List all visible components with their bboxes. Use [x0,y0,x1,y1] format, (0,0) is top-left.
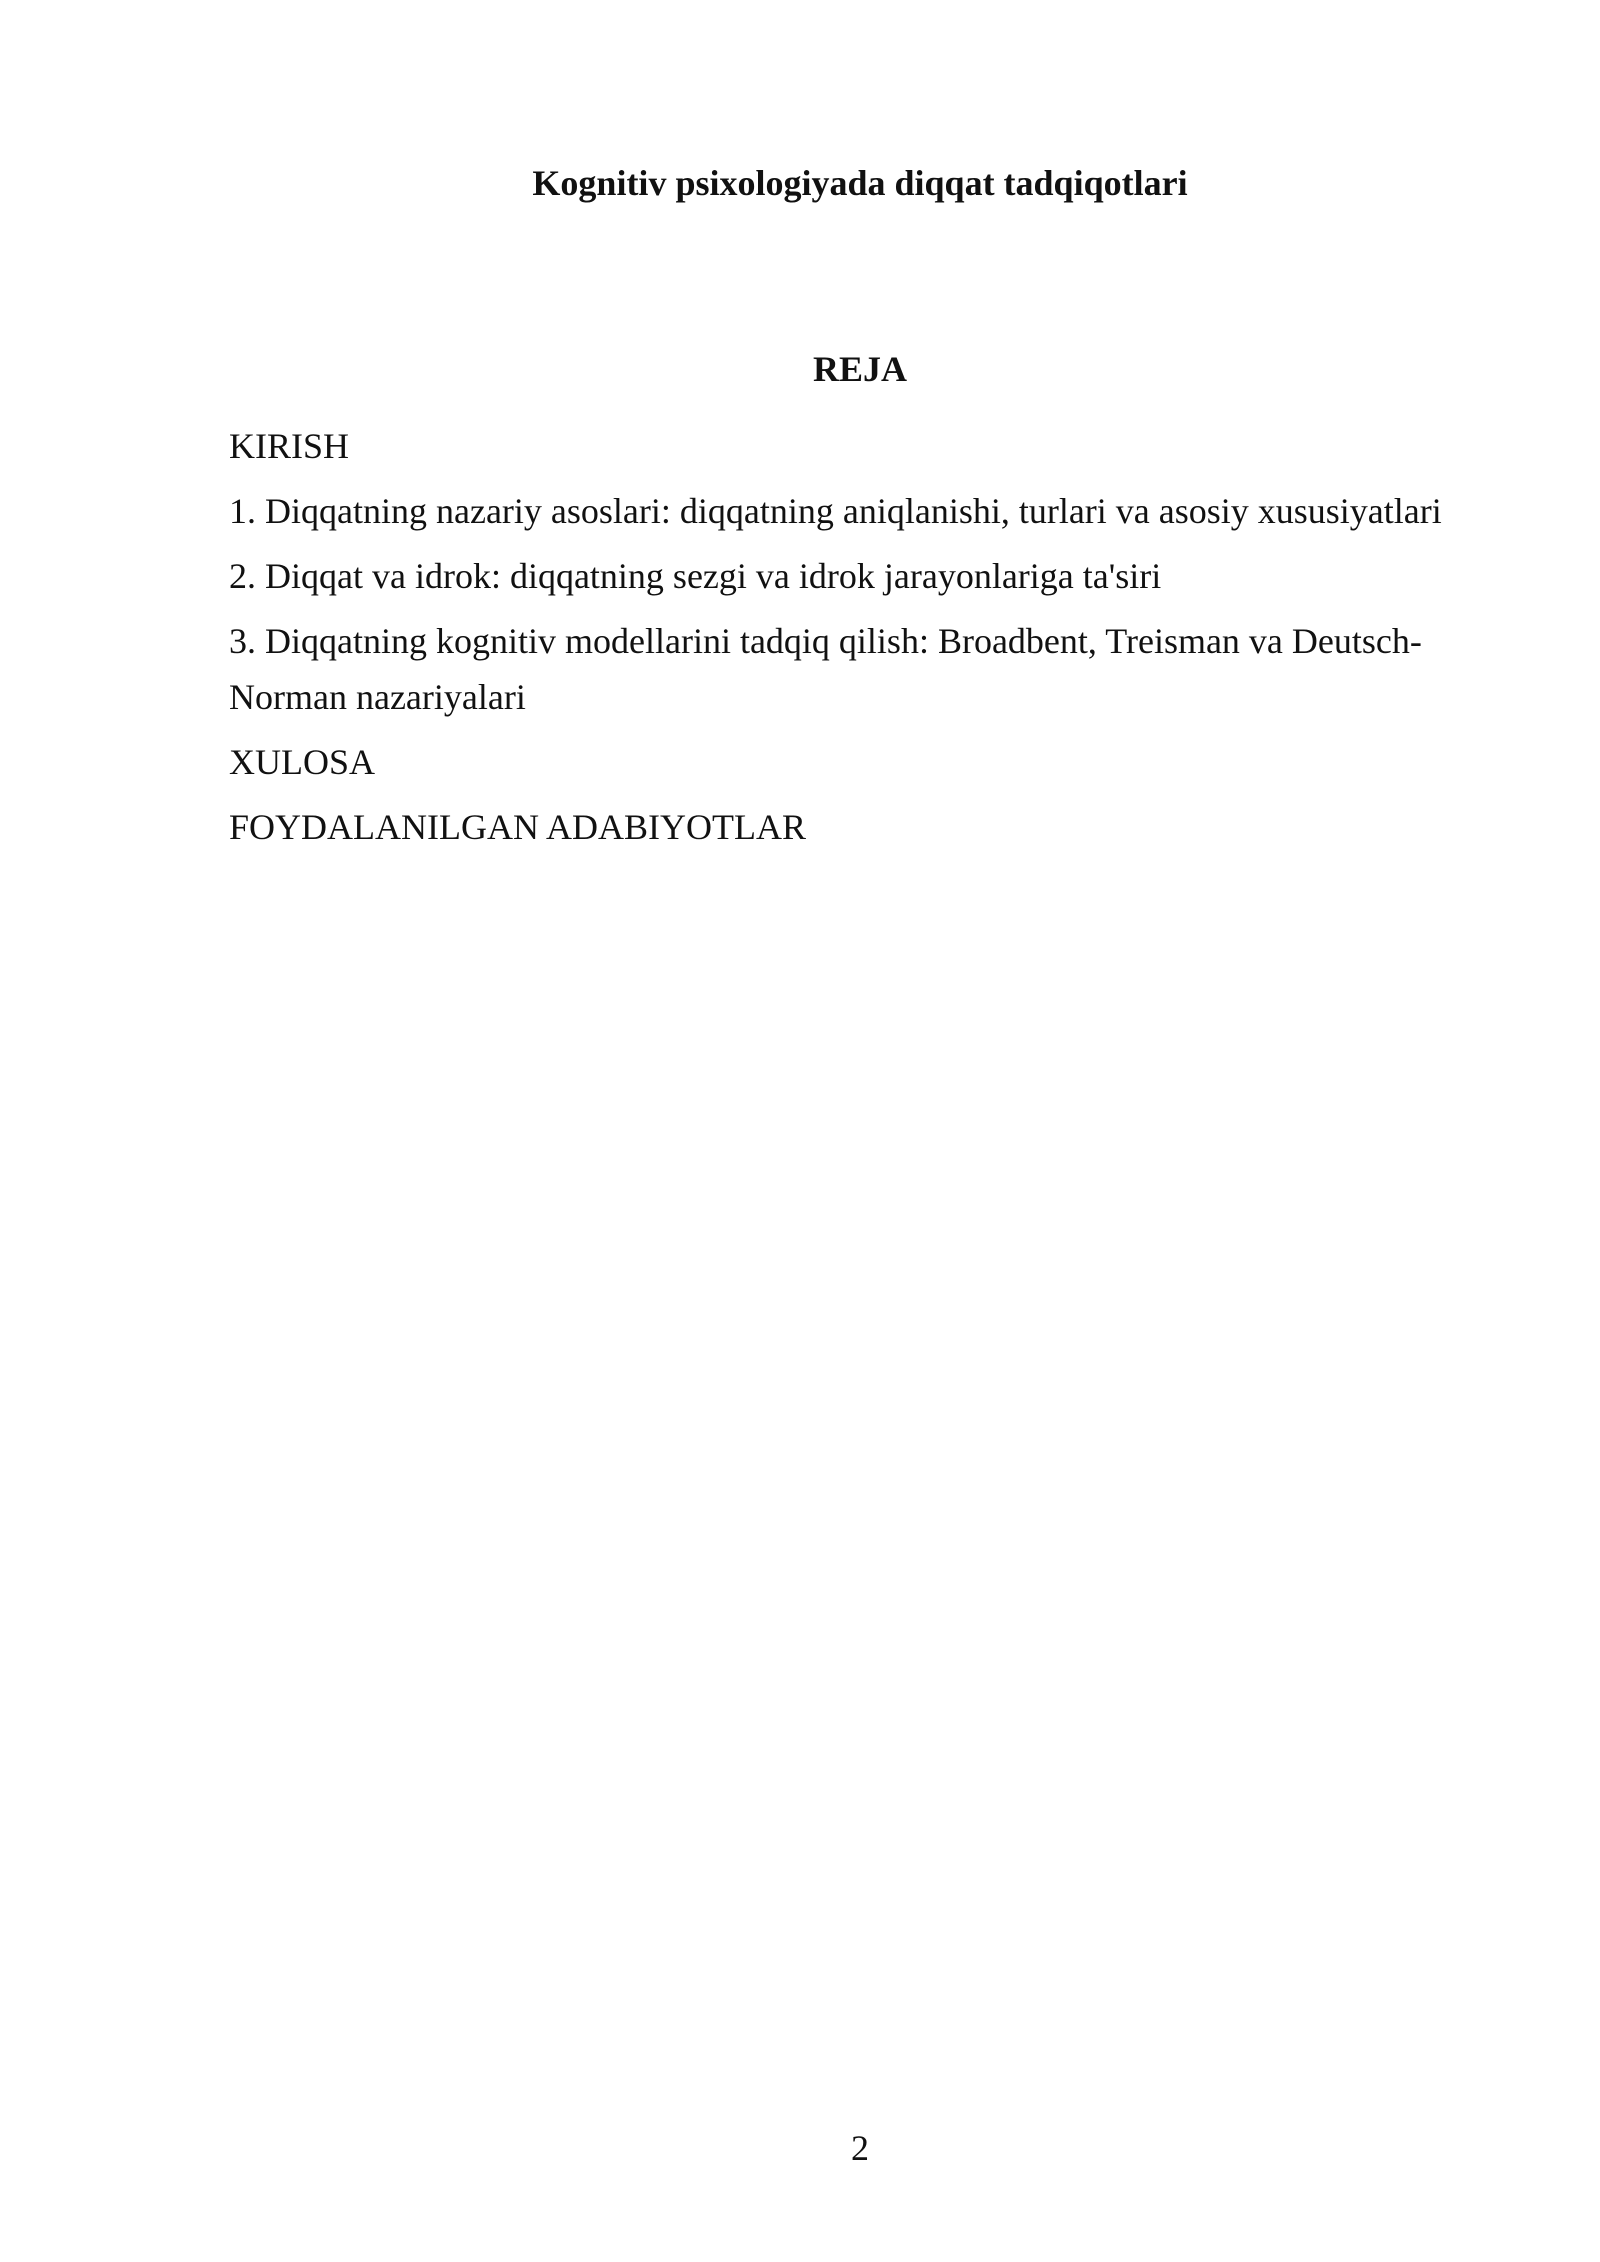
toc-item-conclusion: XULOSA [229,742,376,782]
toc-item-3: 3. Diqqatning kognitiv modellarini tadqiq qilish: Broadbent, Treisman va Deutsch-Norman nazariyalari [229,621,1422,717]
page-number: 2 [851,2128,869,2168]
toc-item-2: 2. Diqqat va idrok: diqqatning sezgi va idrok jarayonlariga ta'siri [229,556,1162,596]
plan-heading: REJA [812,349,907,389]
table-of-contents [229,418,1489,864]
toc-item-references: FOYDALANILGAN ADABIYOTLAR [229,807,806,847]
document-title: Kognitiv psixologiyada diqqat tadqiqotlari [532,163,1188,203]
toc-item-1: 1. Diqqatning nazariy asoslari: diqqatning aniqlanishi, turlari va asosiy xususiyatlari [229,491,1442,531]
toc-item-introduction: KIRISH [229,426,350,466]
